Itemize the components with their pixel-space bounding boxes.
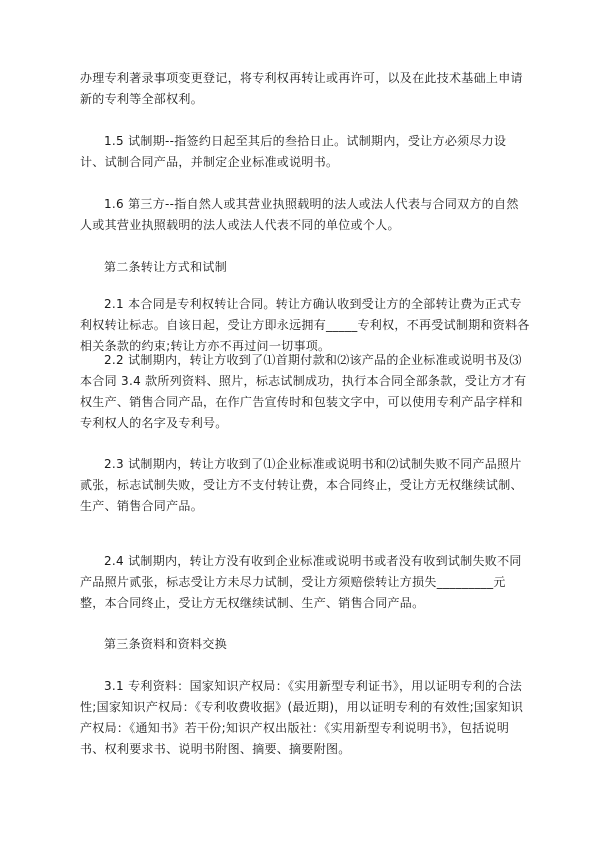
clause-2-3: 2.3 试制期内，转让方收到了⑴企业标准或说明书和⑵试制失败不同产品照片贰张，标志试制失败，受让方不支付转让费，本合同终止，受让方无权继续试制、生产、销售合同产品。 [80, 457, 523, 513]
section-heading-article-3: 第三条资料和资料交换 [104, 637, 228, 651]
clause-2-1: 2.1 本合同是专利权转让合同。转让方确认收到受让方的全部转让费为正式专利权转让标志。自该日起，受让方即永远拥有_____专利权，不再受试制期和资料各相关条款的约束;转让方亦不再过问一切事项。 [80, 297, 530, 353]
clause-2-4: 2.4 试制期内，转让方没有收到企业标准或说明书或者没有收到试制失败不同产品照片贰张，标志受让方未尽力试制，受让方须赔偿转让方损失_________元整，本合同终止，受让方无权继续试制、生产、销售合同产品。 [80, 554, 522, 610]
clause-3-1: 3.1 专利资料：国家知识产权局：《实用新型专利证书》，用以证明专利的合法性;国家知识产权局：《专利收费收据》(最近期)，用以证明专利的有效性;国家知识产权局：《通知书》若干份;知识产权出版社：《实用新型专利说明书》，包括说明书、权利要求书、说明书附图、摘要、摘要附图。 [80, 679, 524, 756]
clause-1-6-third-party: 1.6 第三方--指自然人或其营业执照载明的法人或法人代表与合同双方的自然人或其营业执照载明的法人或法人代表不同的单位或个人。 [80, 197, 519, 232]
clause-2-2: 2.2 试制期内，转让方收到了⑴首期付款和⑵该产品的企业标准或说明书及⑶本合同 3.4 款所列资料、照片，标志试制成功，执行本合同全部条款，受让方才有权生产、销售合同产品，在作广告宣传时和包装文字中，可以使用专利产品字样和专利权人的名字及专利号。 [80, 353, 527, 430]
section-heading-article-2: 第二条转让方式和试制 [104, 260, 228, 274]
paragraph-rights-continuation: 办理专利著录事项变更登记，将专利权再转让或再许可，以及在此技术基础上申请新的专利等全部权利。 [80, 71, 523, 106]
clause-1-5-trial-period: 1.5 试制期--指签约日起至其后的叁拾日止。试制期内，受让方必须尽力设计、试制合同产品，并制定企业标准或说明书。 [80, 134, 507, 169]
